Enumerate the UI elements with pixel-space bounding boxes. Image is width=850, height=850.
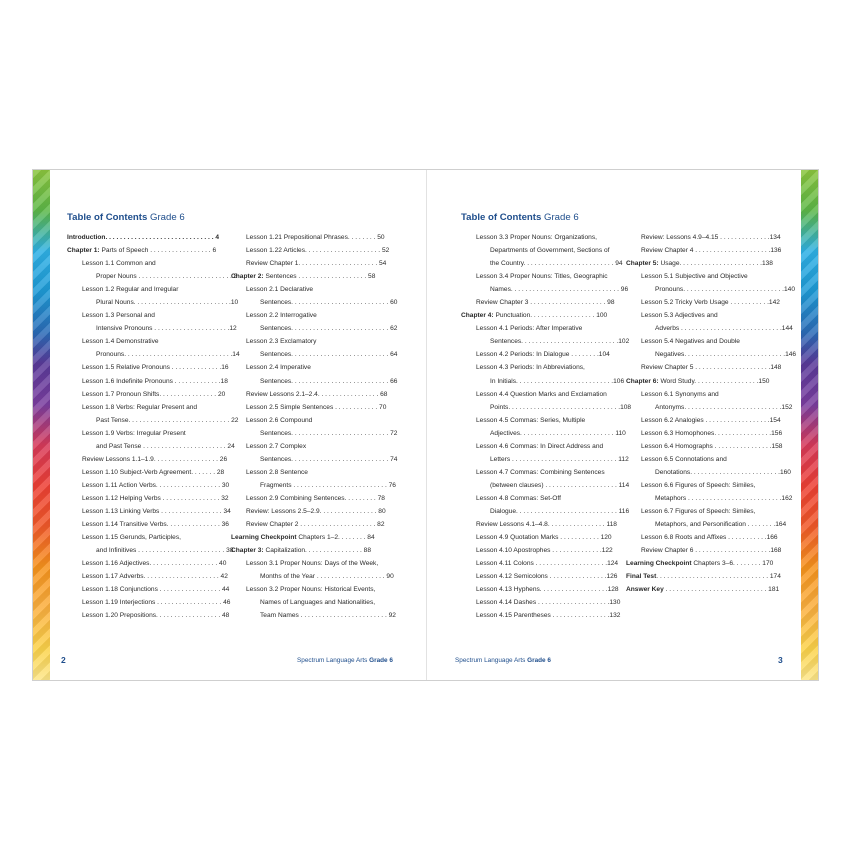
toc-lesson-entry: Lesson 2.5 Simple Sentences . . . . . . . . . . . . 70 bbox=[246, 403, 387, 411]
toc-lesson-entry: Points. . . . . . . . . . . . . . . . . . . . . . . . . . . . . . .108 bbox=[490, 403, 632, 411]
toc-lesson-entry: Sentences. . . . . . . . . . . . . . . . . . . . . . . . . . . 72 bbox=[260, 429, 398, 437]
toc-lesson-entry: Lesson 2.1 Declarative bbox=[246, 286, 314, 294]
toc-lesson-entry: Review: Lessons 2.5–2.9. . . . . . . . . . . . . . . . 80 bbox=[246, 507, 386, 515]
footer-grade: Grade 6 bbox=[527, 657, 551, 664]
left-color-stripe bbox=[33, 170, 50, 680]
toc-lesson-entry: Lesson 6.1 Synonyms and bbox=[641, 390, 719, 398]
toc-lesson-entry: Proper Nouns . . . . . . . . . . . . . . . . . . . . . . . . . . 8 bbox=[96, 273, 238, 281]
toc-lesson-entry: Lesson 4.10 Apostrophes . . . . . . . . . . . . . .122 bbox=[476, 547, 613, 555]
toc-lesson-entry: Lesson 1.20 Prepositions. . . . . . . . . . . . . . . . . . 48 bbox=[82, 612, 230, 620]
toc-lesson-entry: Denotations. . . . . . . . . . . . . . . . . . . . . . . . .160 bbox=[655, 468, 791, 476]
toc-lesson-entry: Lesson 6.3 Homophones. . . . . . . . . . . . . . . .156 bbox=[641, 429, 783, 437]
toc-lesson-entry: Team Names . . . . . . . . . . . . . . . . . . . . . . . . 92 bbox=[260, 612, 396, 620]
toc-lesson-entry: and Infinitives . . . . . . . . . . . . . . . . . . . . . . . . 38 bbox=[96, 547, 234, 555]
toc-grade: Grade 6 bbox=[543, 212, 579, 223]
toc-lesson-entry: Lesson 3.2 Proper Nouns: Historical Events, bbox=[246, 586, 376, 594]
toc-section-entry: Chapter 5: Usage. . . . . . . . . . . . . . . . . . . . . . .138 bbox=[626, 260, 773, 268]
toc-lesson-entry: Lesson 1.18 Conjunctions . . . . . . . . . . . . . . . . . 44 bbox=[82, 586, 230, 594]
toc-lesson-entry: Lesson 4.8 Commas: Set-Off bbox=[476, 494, 561, 502]
toc-lesson-entry: Lesson 5.1 Subjective and Objective bbox=[641, 273, 748, 281]
toc-lesson-entry: Lesson 1.7 Pronoun Shifts. . . . . . . . . . . . . . . . 20 bbox=[82, 390, 226, 398]
toc-lesson-entry: Lesson 6.4 Homographs . . . . . . . . . . . . . . . .158 bbox=[641, 442, 783, 450]
toc-lesson-entry: Lesson 1.10 Subject-Verb Agreement. . . . . . . 28 bbox=[82, 468, 225, 476]
toc-lesson-entry: Lesson 1.22 Articles. . . . . . . . . . . . . . . . . . . . . 52 bbox=[246, 247, 390, 255]
toc-lesson-entry: Intensive Pronouns . . . . . . . . . . . . . . . . . . . . .12 bbox=[96, 325, 237, 333]
toc-lesson-entry: Lesson 6.8 Roots and Affixes . . . . . . . . . . .166 bbox=[641, 534, 778, 542]
toc-lesson-entry: and Past Tense . . . . . . . . . . . . . . . . . . . . . . . 24 bbox=[96, 442, 235, 450]
toc-lesson-entry: Departments of Government, Sections of bbox=[490, 247, 610, 255]
toc-lesson-entry: Review Chapter 3 . . . . . . . . . . . . . . . . . . . . . 98 bbox=[476, 299, 615, 307]
footer-title: Spectrum Language Arts bbox=[455, 657, 526, 664]
toc-lesson-entry: Lesson 6.5 Connotations and bbox=[641, 455, 727, 463]
toc-lesson-entry: Pronouns. . . . . . . . . . . . . . . . . . . . . . . . . . . .140 bbox=[655, 286, 795, 294]
toc-lesson-entry: Months of the Year . . . . . . . . . . . . . . . . . . . 90 bbox=[260, 573, 394, 581]
toc-lesson-entry: Review Lessons 2.1–2.4. . . . . . . . . . . . . . . . . 68 bbox=[246, 390, 388, 398]
toc-section-entry: Learning Checkpoint Chapters 3–6. . . . . . . . 170 bbox=[626, 560, 774, 568]
toc-lesson-entry: Lesson 2.4 Imperative bbox=[246, 364, 311, 372]
right-page-footer bbox=[455, 657, 551, 664]
left-page-column-2 bbox=[231, 231, 398, 622]
toc-lesson-entry: In Initials. . . . . . . . . . . . . . . . . . . . . . . . . . .106 bbox=[490, 377, 625, 385]
toc-lesson-entry: Lesson 2.6 Compound bbox=[246, 416, 313, 424]
left-page-number: 2 bbox=[61, 655, 66, 665]
toc-title: Table of Contents bbox=[67, 212, 148, 223]
toc-lesson-entry: Review Chapter 6 . . . . . . . . . . . . . . . . . . . . .168 bbox=[641, 547, 782, 555]
toc-grade: Grade 6 bbox=[149, 212, 185, 223]
toc-lesson-entry: Names. . . . . . . . . . . . . . . . . . . . . . . . . . . . . . 96 bbox=[490, 286, 629, 294]
toc-lesson-entry: Lesson 1.11 Action Verbs. . . . . . . . . . . . . . . . . . 30 bbox=[82, 481, 230, 489]
toc-lesson-entry: Lesson 6.7 Figures of Speech: Similes, bbox=[641, 507, 756, 515]
toc-lesson-entry: Lesson 1.16 Adjectives. . . . . . . . . . . . . . . . . . . 40 bbox=[82, 560, 227, 568]
toc-lesson-entry: Sentences. . . . . . . . . . . . . . . . . . . . . . . . . . . 62 bbox=[260, 325, 398, 333]
right-color-stripe bbox=[801, 170, 818, 680]
toc-lesson-entry: Lesson 4.4 Question Marks and Exclamation bbox=[476, 390, 607, 398]
toc-section-entry: Final Test. . . . . . . . . . . . . . . . . . . . . . . . . . . . . . . 174 bbox=[626, 573, 781, 581]
toc-lesson-entry: Review Lessons 4.1–4.8. . . . . . . . . . . . . . . . 118 bbox=[476, 521, 617, 529]
toc-lesson-entry: Lesson 1.13 Linking Verbs . . . . . . . . . . . . . . . . . 34 bbox=[82, 507, 231, 515]
left-page-footer bbox=[297, 657, 393, 664]
toc-lesson-entry: Lesson 1.6 Indefinite Pronouns . . . . . . . . . . . . .18 bbox=[82, 377, 228, 385]
toc-lesson-entry: Review Lessons 1.1–1.9. . . . . . . . . . . . . . . . . . 26 bbox=[82, 455, 228, 463]
toc-lesson-entry: Lesson 1.21 Prepositional Phrases. . . . . . . . 50 bbox=[246, 234, 385, 241]
toc-lesson-entry: Letters . . . . . . . . . . . . . . . . . . . . . . . . . . . . . 112 bbox=[490, 455, 629, 463]
toc-section-entry: Answer Key . . . . . . . . . . . . . . . . . . . . . . . . . . . . 181 bbox=[626, 586, 780, 594]
toc-lesson-entry: Sentences. . . . . . . . . . . . . . . . . . . . . . . . . . . 60 bbox=[260, 299, 398, 307]
toc-section-entry: Chapter 6: Word Study. . . . . . . . . . . . . . . . . .150 bbox=[626, 377, 770, 385]
toc-lesson-entry: Review Chapter 1. . . . . . . . . . . . . . . . . . . . . . 54 bbox=[246, 260, 387, 268]
toc-section-entry: Chapter 3: Capitalization. . . . . . . . . . . . . . . . 88 bbox=[231, 547, 371, 555]
toc-lesson-entry: Dialogue. . . . . . . . . . . . . . . . . . . . . . . . . . . . 116 bbox=[490, 507, 630, 515]
toc-lesson-entry: Plural Nouns. . . . . . . . . . . . . . . . . . . . . . . . . . .10 bbox=[96, 299, 239, 307]
toc-title: Table of Contents bbox=[461, 212, 542, 223]
toc-lesson-entry: Lesson 1.3 Personal and bbox=[82, 312, 155, 320]
toc-lesson-entry: Fragments . . . . . . . . . . . . . . . . . . . . . . . . . . 76 bbox=[260, 481, 396, 489]
left-page-heading bbox=[67, 212, 185, 223]
toc-lesson-entry: Lesson 1.15 Gerunds, Participles, bbox=[82, 534, 181, 542]
toc-lesson-entry: Lesson 1.17 Adverbs. . . . . . . . . . . . . . . . . . . . . 42 bbox=[82, 573, 228, 581]
toc-lesson-entry: Lesson 2.7 Complex bbox=[246, 442, 307, 450]
toc-lesson-entry: Metaphors . . . . . . . . . . . . . . . . . . . . . . . . . .162 bbox=[655, 494, 793, 502]
toc-lesson-entry: Lesson 4.2 Periods: In Dialogue . . . . . . . .104 bbox=[476, 351, 610, 359]
right-page-column-2 bbox=[626, 231, 797, 596]
toc-lesson-entry: Antonyms. . . . . . . . . . . . . . . . . . . . . . . . . . .152 bbox=[655, 403, 793, 411]
toc-lesson-entry: Lesson 6.2 Analogies . . . . . . . . . . . . . . . . . .154 bbox=[641, 416, 781, 424]
toc-lesson-entry: Past Tense. . . . . . . . . . . . . . . . . . . . . . . . . . . . 22 bbox=[96, 416, 239, 424]
toc-lesson-entry: Pronouns. . . . . . . . . . . . . . . . . . . . . . . . . . . . . .14 bbox=[96, 351, 240, 359]
toc-lesson-entry: Lesson 4.11 Colons . . . . . . . . . . . . . . . . . . . .124 bbox=[476, 560, 619, 568]
footer-grade: Grade 6 bbox=[369, 657, 393, 664]
toc-lesson-entry: the Country. . . . . . . . . . . . . . . . . . . . . . . . . 94 bbox=[490, 260, 623, 268]
toc-lesson-entry: Lesson 4.9 Quotation Marks . . . . . . . . . . . 120 bbox=[476, 534, 612, 542]
toc-lesson-entry: Review Chapter 2 . . . . . . . . . . . . . . . . . . . . . 82 bbox=[246, 521, 385, 529]
toc-section-entry: Learning Checkpoint Chapters 1–2. . . . . . . . 84 bbox=[231, 534, 375, 542]
right-page-heading bbox=[461, 212, 579, 223]
toc-lesson-entry: Lesson 4.15 Parentheses . . . . . . . . . . . . . . . .132 bbox=[476, 612, 621, 620]
toc-lesson-entry: Lesson 1.14 Transitive Verbs. . . . . . . . . . . . . . . 36 bbox=[82, 521, 229, 529]
toc-lesson-entry: Lesson 1.12 Helping Verbs . . . . . . . . . . . . . . . . 32 bbox=[82, 494, 229, 502]
toc-lesson-entry: Sentences. . . . . . . . . . . . . . . . . . . . . . . . . . . 64 bbox=[260, 351, 398, 359]
toc-lesson-entry: Lesson 4.13 Hyphens. . . . . . . . . . . . . . . . . . .128 bbox=[476, 586, 619, 594]
toc-lesson-entry: Negatives. . . . . . . . . . . . . . . . . . . . . . . . . . . .146 bbox=[655, 351, 797, 359]
toc-lesson-entry: Lesson 1.4 Demonstrative bbox=[82, 338, 159, 346]
toc-lesson-entry: Lesson 4.12 Semicolons . . . . . . . . . . . . . . . .126 bbox=[476, 573, 618, 581]
toc-lesson-entry: Lesson 4.5 Commas: Series, Multiple bbox=[476, 416, 586, 424]
toc-lesson-entry: Lesson 1.9 Verbs: Irregular Present bbox=[82, 429, 186, 437]
book-spread bbox=[32, 169, 819, 681]
left-page-column-1 bbox=[67, 231, 240, 622]
toc-lesson-entry: Lesson 3.1 Proper Nouns: Days of the Week, bbox=[246, 560, 379, 568]
toc-section-entry: Introduction. . . . . . . . . . . . . . . . . . . . . . . . . . . . . . 4 bbox=[67, 234, 220, 241]
toc-section-entry: Chapter 4: Punctuation. . . . . . . . . . . . . . . . . . 100 bbox=[461, 312, 608, 320]
toc-section-entry: Chapter 1: Parts of Speech . . . . . . . . . . . . . . . . . 6 bbox=[67, 247, 217, 255]
toc-lesson-entry: Review Chapter 4 . . . . . . . . . . . . . . . . . . . . .136 bbox=[641, 247, 782, 255]
toc-lesson-entry: Adverbs . . . . . . . . . . . . . . . . . . . . . . . . . . . .144 bbox=[655, 325, 793, 333]
toc-lesson-entry: Lesson 6.6 Figures of Speech: Similes, bbox=[641, 481, 756, 489]
toc-section-entry: Chapter 2: Sentences . . . . . . . . . . . . . . . . . . . 58 bbox=[231, 273, 376, 281]
toc-lesson-entry: Lesson 5.3 Adjectives and bbox=[641, 312, 718, 320]
toc-lesson-entry: Review: Lessons 4.9–4.15 . . . . . . . . . . . . . .134 bbox=[641, 234, 781, 241]
toc-lesson-entry: Lesson 1.2 Regular and Irregular bbox=[82, 286, 179, 294]
toc-lesson-entry: Lesson 1.1 Common and bbox=[82, 260, 156, 268]
toc-lesson-entry: Lesson 5.4 Negatives and Double bbox=[641, 338, 740, 346]
toc-lesson-entry: Lesson 1.8 Verbs: Regular Present and bbox=[82, 403, 198, 411]
footer-title: Spectrum Language Arts bbox=[297, 657, 368, 664]
toc-lesson-entry: Lesson 2.9 Combining Sentences. . . . . . . . . 78 bbox=[246, 494, 385, 502]
toc-lesson-entry: Metaphors, and Personification . . . . . . . .164 bbox=[655, 521, 787, 529]
toc-lesson-entry: Lesson 3.4 Proper Nouns: Titles, Geographic bbox=[476, 273, 608, 281]
toc-lesson-entry: Sentences. . . . . . . . . . . . . . . . . . . . . . . . . . . 74 bbox=[260, 455, 398, 463]
right-page-number: 3 bbox=[778, 655, 783, 665]
toc-lesson-entry: (between clauses) . . . . . . . . . . . . . . . . . . . . 114 bbox=[490, 481, 630, 489]
toc-lesson-entry: Lesson 3.3 Proper Nouns: Organizations, bbox=[476, 234, 597, 241]
toc-lesson-entry: Lesson 5.2 Tricky Verb Usage . . . . . . . . . . .142 bbox=[641, 299, 780, 307]
toc-lesson-entry: Lesson 1.19 Interjections . . . . . . . . . . . . . . . . . . 46 bbox=[82, 599, 231, 607]
toc-lesson-entry: Lesson 4.6 Commas: In Direct Address and bbox=[476, 442, 604, 450]
toc-lesson-entry: Review Chapter 5 . . . . . . . . . . . . . . . . . . . . .148 bbox=[641, 364, 782, 372]
toc-lesson-entry: Lesson 4.3 Periods: In Abbreviations, bbox=[476, 364, 585, 372]
page-gutter bbox=[426, 170, 427, 680]
toc-lesson-entry: Names of Languages and Nationalities, bbox=[260, 599, 376, 607]
toc-lesson-entry: Lesson 4.14 Dashes . . . . . . . . . . . . . . . . . . . .130 bbox=[476, 599, 621, 607]
toc-lesson-entry: Sentences. . . . . . . . . . . . . . . . . . . . . . . . . . .102 bbox=[490, 338, 630, 346]
right-page-column-1 bbox=[461, 231, 632, 622]
toc-lesson-entry: Lesson 2.3 Exclamatory bbox=[246, 338, 317, 346]
toc-lesson-entry: Adjectives. . . . . . . . . . . . . . . . . . . . . . . . . . 110 bbox=[490, 429, 626, 437]
toc-lesson-entry: Sentences. . . . . . . . . . . . . . . . . . . . . . . . . . . 66 bbox=[260, 377, 398, 385]
toc-lesson-entry: Lesson 4.1 Periods: After Imperative bbox=[476, 325, 583, 333]
toc-lesson-entry: Lesson 1.5 Relative Pronouns . . . . . . . . . . . . . .16 bbox=[82, 364, 229, 372]
toc-lesson-entry: Lesson 2.2 Interrogative bbox=[246, 312, 317, 320]
toc-lesson-entry: Lesson 4.7 Commas: Combining Sentences bbox=[476, 468, 605, 476]
toc-lesson-entry: Lesson 2.8 Sentence bbox=[246, 468, 308, 476]
